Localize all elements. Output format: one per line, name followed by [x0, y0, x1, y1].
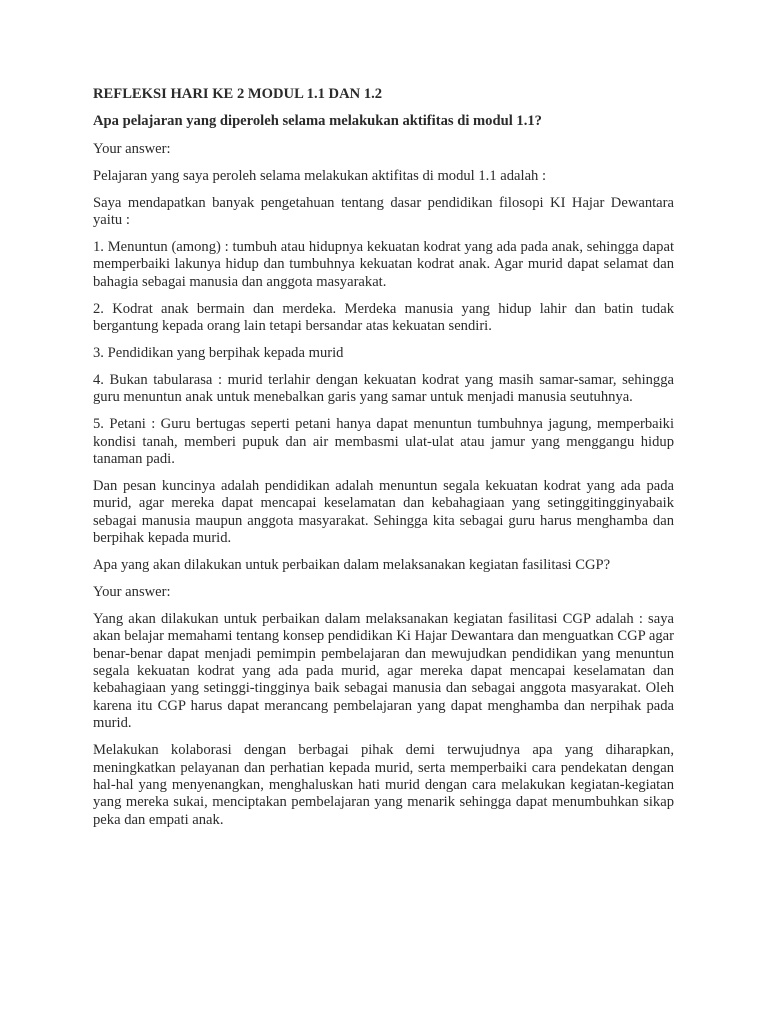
answer-2-paragraph-2: Melakukan kolaborasi dengan berbagai pihak demi terwujudnya apa yang diharapkan, meningkatkan pelayanan dan perhatian kepada murid, serta memperbaiki cara pendekatan dengan hal-hal yang menyenangkan, menghaluskan hati murid dengan cara melakukan kegiatan-kegiatan yang mereka sukai, menciptakan pembelajaran yang menarik sehingga dapat menumbuhkan sikap peka dan empati anak.: [93, 742, 674, 828]
answer-1-item-3: 3. Pendidikan yang berpihak kepada murid: [93, 344, 344, 361]
answer-1-item-2: 2. Kodrat anak bermain dan merdeka. Merdeka manusia yang hidup lahir dan batin tudak bergantung kepada orang lain tetapi bersandar atas kekuatan sendiri.: [93, 300, 674, 335]
question-2: Apa yang akan dilakukan untuk perbaikan dalam melaksanakan kegiatan fasilitasi CGP?: [93, 557, 611, 574]
answer-1-item-1: 1. Menuntun (among) : tumbuh atau hidupnya kekuatan kodrat yang ada pada anak, sehingga dapat memperbaiki lakunya hidup dan tumbuhnya kekuatan kodrat anak. Agar murid dapat selamat dan bahagia sebagai manusia dan anggota masyarakat.: [93, 238, 674, 290]
answer-label-2: Your answer:: [93, 583, 171, 600]
answer-1-item-5: 5. Petani : Guru bertugas seperti petani hanya dapat menuntun tumbuhnya jagung, memperbaiki kondisi tanah, memberi pupuk dan air membasmi ulat-ulat atau jamur yang menggangu hidup tanaman padi.: [93, 416, 674, 467]
answer-1-intro: Pelajaran yang saya peroleh selama melakukan aktifitas di modul 1.1 adalah :: [93, 167, 547, 184]
answer-2-paragraph-1: Yang akan dilakukan untuk perbaikan dalam melaksanakan kegiatan fasilitasi CGP adalah : saya akan belajar memahami tentang konsep pendidikan Ki Hajar Dewantara dan menguatkan CGP agar benar-benar dapat menjadi pemimpin pembelajaran dan mewujudkan pendidikan yang menuntun segala kekuatan kodrat yang ada pada murid, agar mereka dapat mencapai keselamatan dan kebahagiaan yang setinggi-tingginya baik sebagai manusia dan sebagai anggota masyarakat. Oleh karena itu CGP harus dapat merancang pembelajaran yang dapat menghamba dan nerpihak pada murid.: [93, 610, 674, 732]
question-1: Apa pelajaran yang diperoleh selama melakukan aktifitas di modul 1.1?: [93, 113, 542, 130]
answer-1-item-4: 4. Bukan tabularasa : murid terlahir dengan kekuatan kodrat yang masih samar-samar, sehingga guru menuntun anak untuk menebalkan garis yang samar untuk menjadi manusia seutuhnya.: [93, 371, 674, 406]
answer-label-1: Your answer:: [93, 140, 171, 157]
answer-1-conclusion: Dan pesan kuncinya adalah pendidikan adalah menuntun segala kekuatan kodrat yang ada pada murid, agar mereka dapat mencapai keselamatan dan kebahagiaan yang setinggitingginyabaik sebagai manusia maupun anggota masyarakat. Sehingga kita sebagai guru harus menghamba dan berpihak kepada murid.: [93, 477, 674, 547]
document-title: REFLEKSI HARI KE 2 MODUL 1.1 DAN 1.2: [93, 86, 383, 102]
answer-1-paragraph: Saya mendapatkan banyak pengetahuan tentang dasar pendidikan filosopi KI Hajar Dewantara yaitu :: [93, 194, 674, 229]
document-page: [93, 86, 674, 839]
